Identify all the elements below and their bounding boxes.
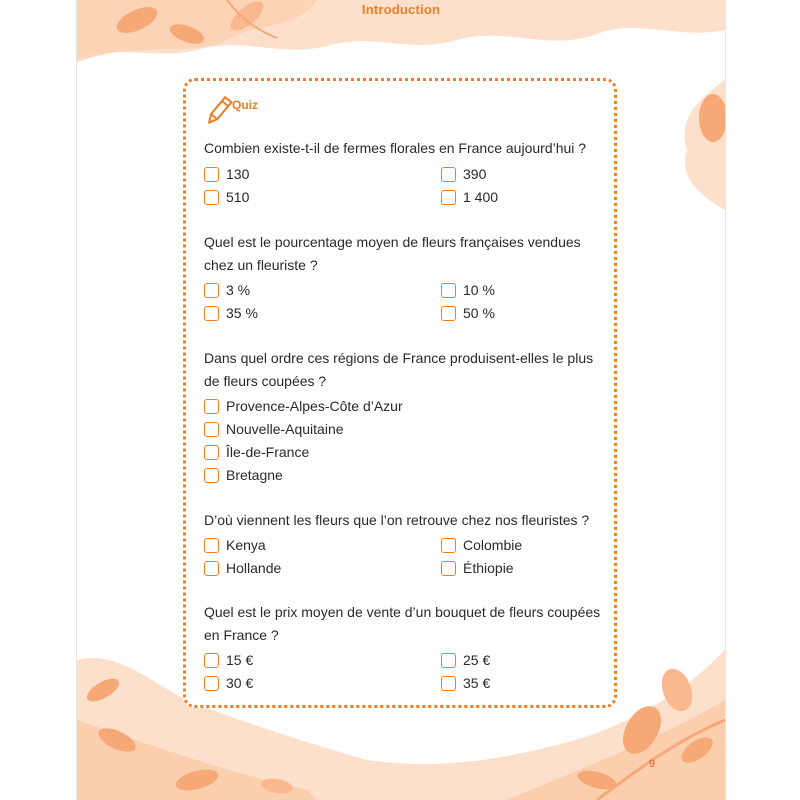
option-q2-d[interactable]	[441, 304, 495, 322]
option-q3-d[interactable]	[204, 466, 283, 484]
quiz-box	[183, 78, 617, 708]
book-page	[76, 0, 726, 800]
option-label: 3 %	[226, 282, 251, 298]
option-label: 35 %	[226, 305, 258, 321]
checkbox[interactable]	[204, 190, 219, 205]
checkbox[interactable]	[441, 283, 456, 298]
option-q5-c[interactable]	[204, 674, 253, 692]
checkbox[interactable]	[441, 306, 456, 321]
checkbox[interactable]	[441, 190, 456, 205]
checkbox[interactable]	[204, 538, 219, 553]
option-label: Colombie	[463, 537, 523, 553]
checkbox[interactable]	[441, 538, 456, 553]
quiz-label: Quiz	[232, 98, 258, 112]
checkbox[interactable]	[441, 676, 456, 691]
option-q1-b[interactable]	[441, 165, 486, 183]
option-q3-b[interactable]	[204, 420, 344, 438]
checkbox[interactable]	[204, 676, 219, 691]
checkbox[interactable]	[441, 167, 456, 182]
checkbox[interactable]	[441, 561, 456, 576]
option-label: 50 %	[463, 305, 495, 321]
option-label: 130	[226, 166, 250, 182]
option-label: Kenya	[226, 537, 266, 553]
option-q3-c[interactable]	[204, 443, 309, 461]
question-5: Quel est le prix moyen de vente d’un bouquet de fleurs coupées en France ?	[204, 604, 601, 643]
checkbox[interactable]	[204, 653, 219, 668]
option-q3-a[interactable]	[204, 397, 403, 415]
option-label: 390	[463, 166, 487, 182]
checkbox[interactable]	[204, 445, 219, 460]
checkbox[interactable]	[204, 306, 219, 321]
option-label: 10 %	[463, 282, 495, 298]
option-label: Bretagne	[226, 467, 283, 483]
option-label: 30 €	[226, 675, 254, 691]
option-q1-c[interactable]	[204, 188, 249, 206]
checkbox[interactable]	[441, 653, 456, 668]
section-title: Introduction	[361, 2, 441, 17]
checkbox[interactable]	[204, 399, 219, 414]
option-label: 35 €	[463, 675, 491, 691]
checkbox[interactable]	[204, 283, 219, 298]
option-q4-b[interactable]	[441, 536, 522, 554]
option-label: Hollande	[226, 560, 282, 576]
checkbox[interactable]	[204, 468, 219, 483]
option-q5-a[interactable]	[204, 651, 253, 669]
option-q2-a[interactable]	[204, 281, 250, 299]
option-q1-d[interactable]	[441, 188, 498, 206]
option-q2-c[interactable]	[204, 304, 258, 322]
pencil-icon	[202, 95, 234, 129]
option-q5-b[interactable]	[441, 651, 490, 669]
question-1: Combien existe-t-il de fermes florales en France aujourd’hui ?	[204, 140, 587, 156]
option-q4-a[interactable]	[204, 536, 266, 554]
option-label: 25 €	[463, 652, 491, 668]
option-q4-c[interactable]	[204, 559, 281, 577]
question-3: Dans quel ordre ces régions de France produisent-elles le plus de fleurs coupées ?	[204, 350, 594, 389]
option-label: Provence-Alpes-Côte d’Azur	[226, 398, 403, 414]
option-q5-d[interactable]	[441, 674, 490, 692]
question-4: D’où viennent les fleurs que l’on retrouve chez nos fleuristes ?	[204, 512, 590, 528]
page-number: 9	[649, 758, 656, 770]
option-label: 1 400	[463, 189, 499, 205]
option-q4-d[interactable]	[441, 559, 514, 577]
question-2: Quel est le pourcentage moyen de fleurs françaises vendues chez un fleuriste ?	[204, 234, 581, 273]
checkbox[interactable]	[204, 422, 219, 437]
option-q2-b[interactable]	[441, 281, 495, 299]
option-label: Éthiopie	[463, 560, 514, 576]
option-label: 15 €	[226, 652, 254, 668]
checkbox[interactable]	[204, 167, 219, 182]
option-label: Nouvelle-Aquitaine	[226, 421, 344, 437]
checkbox[interactable]	[204, 561, 219, 576]
option-label: Île-de-France	[226, 444, 310, 460]
option-label: 510	[226, 189, 250, 205]
option-q1-a[interactable]	[204, 165, 249, 183]
